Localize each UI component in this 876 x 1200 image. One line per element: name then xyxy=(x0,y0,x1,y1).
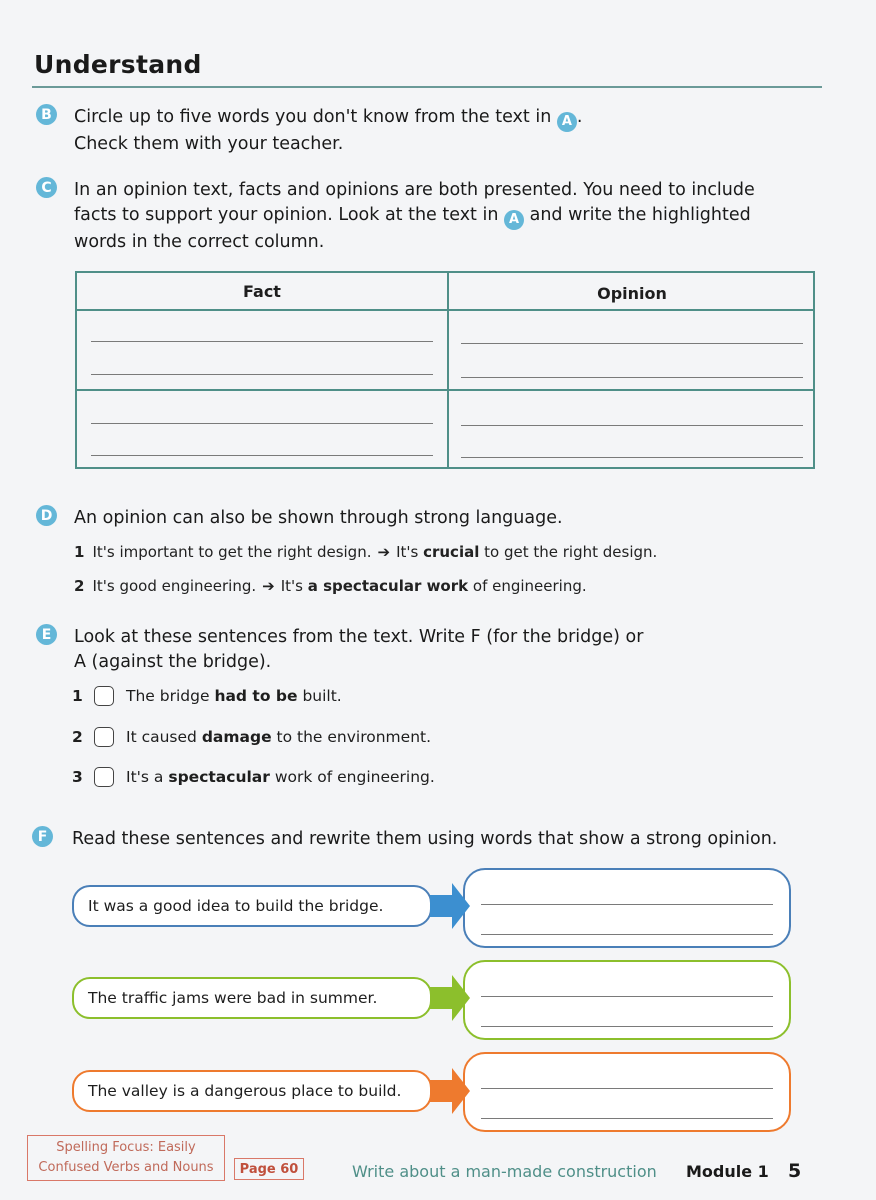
exercise-c-line1: In an opinion text, facts and opinions are both presented. You need to include xyxy=(74,180,755,200)
rewrite-answer-box[interactable] xyxy=(463,960,791,1040)
fact-write-line[interactable] xyxy=(91,423,433,424)
module-label: Module 1 xyxy=(686,1162,769,1181)
fact-write-line[interactable] xyxy=(91,341,433,342)
section-title: Understand xyxy=(34,50,202,79)
arrow-right-icon xyxy=(430,1068,472,1114)
rewrite-answer-box[interactable] xyxy=(463,868,791,948)
arrow-right-icon: ➔ xyxy=(262,577,275,595)
exercise-c-line3: words in the correct column. xyxy=(74,231,325,252)
table-header-divider xyxy=(77,309,815,311)
exercise-c-instruction: In an opinion text, facts and opinions are both presented. You need to include facts to support your opinion. Look at the text in A and write the highlighted words in the correct column. xyxy=(74,180,755,252)
opinion-write-line[interactable] xyxy=(461,457,803,458)
fact-column-header: Fact xyxy=(243,281,281,301)
exercise-c-line2: facts to support your opinion. Look at the text in xyxy=(74,205,499,225)
exercise-b-badge: B xyxy=(36,104,57,125)
rewrite-answer-box[interactable] xyxy=(463,1052,791,1132)
spelling-focus-box: Spelling Focus: Easily Confused Verbs and Nouns xyxy=(27,1135,225,1181)
answer-checkbox[interactable] xyxy=(94,686,114,706)
page-reference: Page 60 xyxy=(234,1158,304,1180)
title-divider xyxy=(32,86,822,88)
exercise-d-instruction: An opinion can also be shown through strong language. xyxy=(74,508,563,528)
fact-write-line[interactable] xyxy=(91,455,433,456)
arrow-right-icon: ➔ xyxy=(377,543,391,561)
strong-language-example: 1 It's important to get the right design. ➔ It's crucial to get the right design. xyxy=(74,543,658,561)
arrow-right-icon xyxy=(430,883,472,929)
arrow-right-icon xyxy=(430,975,472,1021)
strong-language-example: 2 It's good engineering. ➔ It's a spectacular work of engineering. xyxy=(74,577,587,595)
exercise-e-line1: Look at these sentences from the text. Write F (for the bridge) or xyxy=(74,627,644,647)
sentence-box: It was a good idea to build the bridge. xyxy=(72,885,432,927)
opinion-write-line[interactable] xyxy=(461,377,803,378)
exercise-d-badge: D xyxy=(36,505,57,526)
fact-write-line[interactable] xyxy=(91,374,433,375)
exercise-c-badge: C xyxy=(36,177,57,198)
fact-opinion-table xyxy=(75,271,815,469)
answer-checkbox[interactable] xyxy=(94,767,114,787)
sentence-box: The traffic jams were bad in summer. xyxy=(72,977,432,1019)
table-row-divider xyxy=(77,389,815,391)
list-item: 2 It caused damage to the environment. xyxy=(72,728,432,746)
answer-checkbox[interactable] xyxy=(94,727,114,747)
exercise-e-instruction xyxy=(74,625,814,675)
exercise-e-line2: A (against the bridge). xyxy=(74,652,272,672)
list-item: 3 It's a spectacular work of engineering. xyxy=(72,768,435,786)
exercise-f-badge: F xyxy=(32,826,53,847)
exercise-b-line1: Circle up to five words you don't know from the text in xyxy=(74,107,552,127)
opinion-column-header: Opinion xyxy=(597,283,667,303)
text-a-reference-badge: A xyxy=(504,210,524,230)
exercise-b-line2: Check them with your teacher. xyxy=(74,133,344,154)
footer-topic: Write about a man-made construction xyxy=(352,1162,657,1181)
text-a-reference-badge: A xyxy=(557,112,577,132)
opinion-write-line[interactable] xyxy=(461,343,803,344)
exercise-f-instruction: Read these sentences and rewrite them using words that show a strong opinion. xyxy=(72,829,778,849)
exercise-b-instruction: Circle up to five words you don't know from the text in A . Check them with your teacher. xyxy=(74,107,583,154)
list-item: 1 The bridge had to be built. xyxy=(72,687,342,705)
exercise-e-badge: E xyxy=(36,624,57,645)
opinion-write-line[interactable] xyxy=(461,425,803,426)
page-number: 5 xyxy=(788,1160,802,1182)
sentence-box: The valley is a dangerous place to build. xyxy=(72,1070,432,1112)
table-column-divider xyxy=(447,273,449,469)
